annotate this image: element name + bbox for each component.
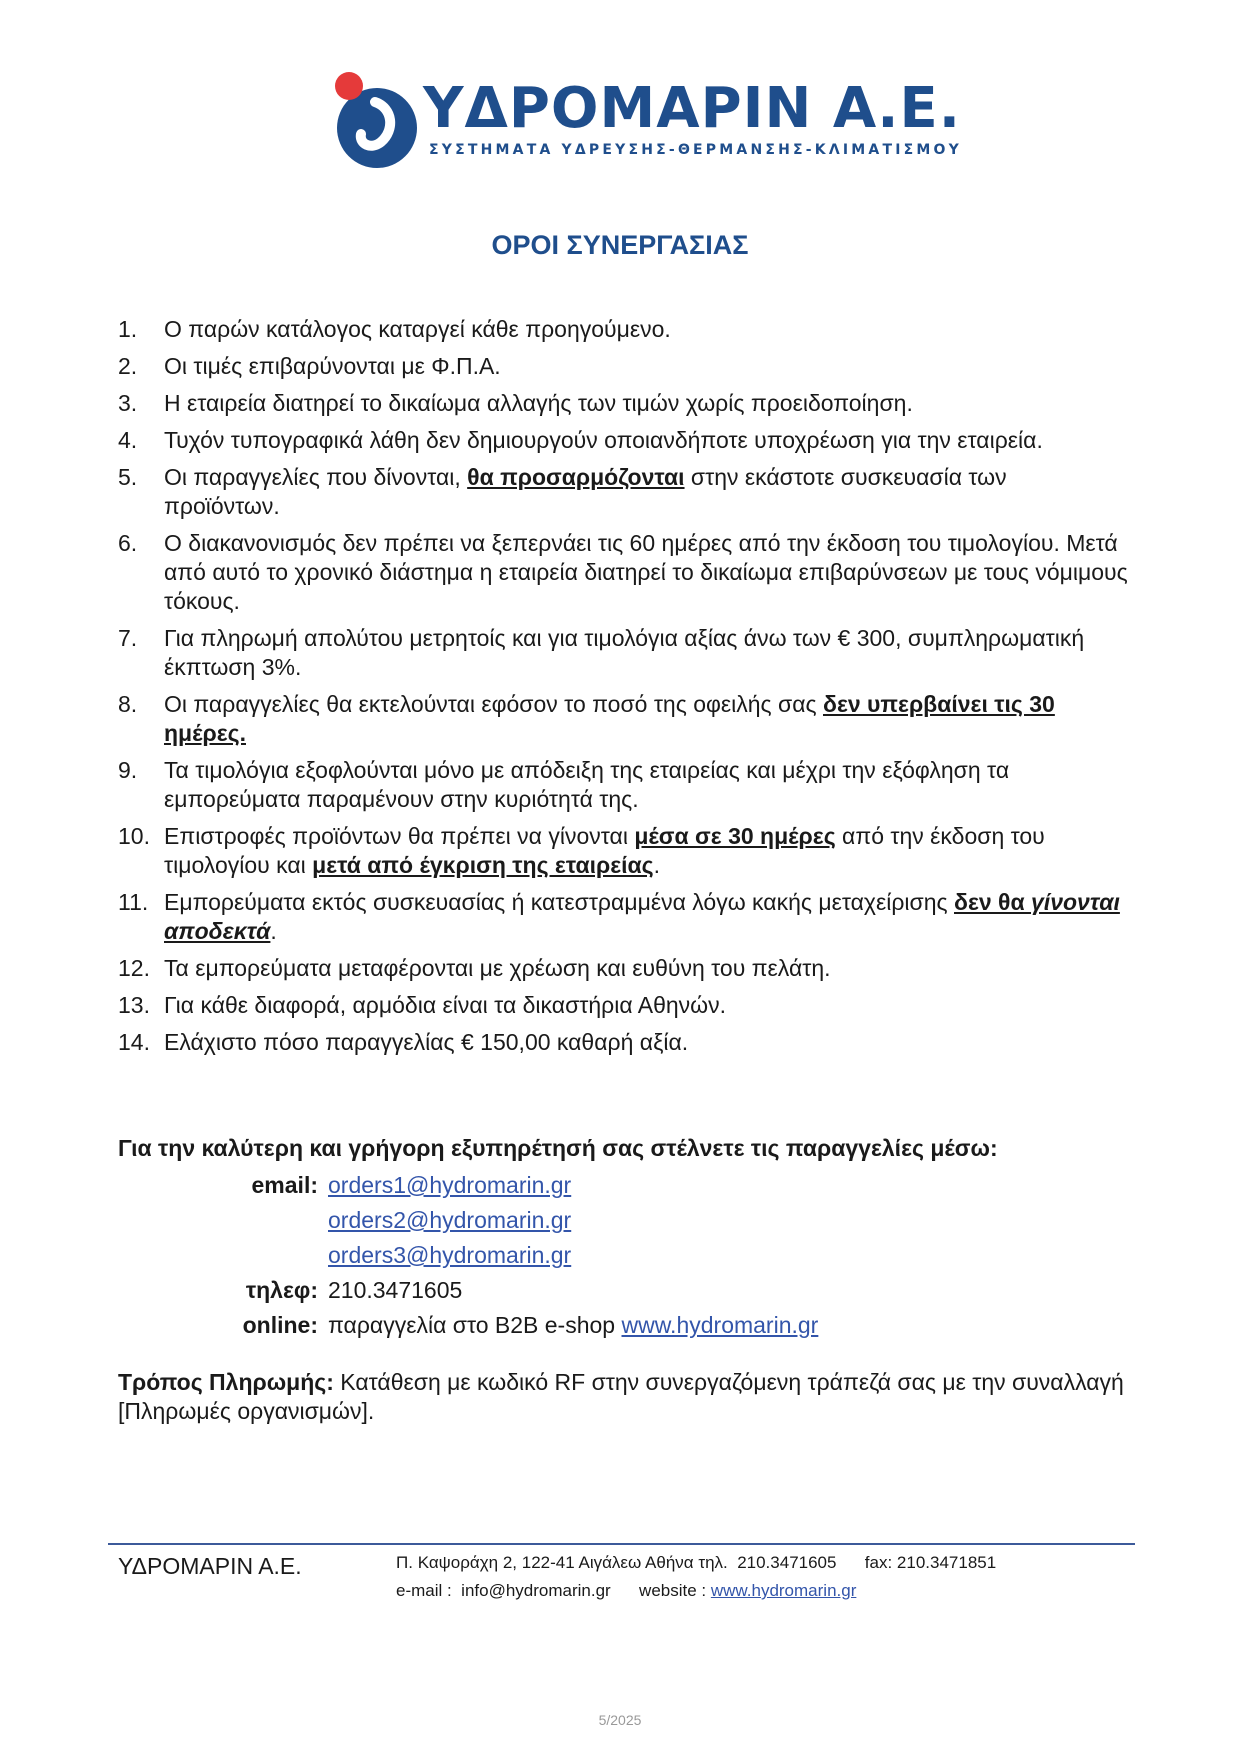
footer-contact-line (396, 1581, 856, 1601)
term-emphasis: μετά από έγκριση της εταιρείας (312, 852, 654, 878)
term-text: Οι τιμές επιβαρύνονται με Φ.Π.Α. (164, 353, 501, 379)
order-email-link[interactable]: orders2@hydromarin.gr (328, 1207, 572, 1233)
footer-divider (108, 1543, 1135, 1545)
online-label: online: (242, 1312, 318, 1338)
term-text: Οι παραγγελίες που δίνονται, (164, 464, 468, 490)
term-number: 9. (118, 757, 138, 783)
term-text: Τα τιμολόγια εξοφλούνται μόνο με απόδειξη της εταιρείας και μέχρι την εξόφληση τα εμπορεύματα παραμένουν στην κυριότητά της. (164, 757, 1010, 812)
term-text: Τα εμπορεύματα μεταφέρονται με χρέωση και ευθύνη του πελάτη. (164, 955, 831, 981)
page-title: ΟΡΟΙ ΣΥΝΕΡΓΑΣΙΑΣ (491, 230, 749, 260)
email-row (118, 1238, 1128, 1273)
term-number: 4. (118, 427, 138, 453)
term-text: . (653, 852, 661, 878)
term-number: 13. (118, 992, 150, 1018)
terms-list (118, 315, 1128, 1065)
online-row (118, 1308, 1128, 1343)
phone-number: 210.3471605 (328, 1277, 463, 1303)
term-item (118, 624, 1128, 682)
term-text: Επιστροφές προϊόντων θα πρέπει να γίνονται (164, 823, 635, 849)
term-item (118, 756, 1128, 814)
term-number: 14. (118, 1029, 150, 1055)
online-text: παραγγελία στο B2B e-shop (328, 1312, 622, 1338)
term-text: στην εκάστοτε συσκευασία των προϊόντων. (164, 464, 1007, 519)
water-drop-logo-icon (331, 72, 423, 172)
term-text: . (270, 918, 277, 944)
term-text: Ελάχιστο πόσο παραγγελίας € 150,00 καθαρή αξία. (164, 1029, 689, 1055)
term-number: 2. (118, 353, 138, 379)
company-logo (331, 72, 962, 172)
term-item (118, 529, 1128, 616)
term-item (118, 690, 1128, 748)
footer-address: Π. Καψοράχη 2, 122-41 Αιγάλεω Αθήνα τηλ. 210.3471605 fax: 210.3471851 (396, 1553, 997, 1572)
term-number: 10. (118, 823, 150, 849)
term-number: 1. (118, 316, 138, 342)
term-number: 3. (118, 390, 138, 416)
term-item (118, 315, 1128, 344)
term-text: Οι παραγγελίες θα εκτελούνται εφόσον το ποσό της οφειλής σας (164, 691, 823, 717)
term-number: 7. (118, 625, 138, 651)
payment-method (118, 1368, 1128, 1426)
term-emphasis: δεν θα (954, 889, 1032, 915)
term-text: Για πληρωμή απολύτου μετρητοίς και για τιμολόγια αξίας άνω των € 300, συμπληρωματική έκπτωση 3%. (164, 625, 1085, 680)
payment-text: Κατάθεση με κωδικό RF στην συνεργαζόμενη τράπεζά σας με την συναλλαγή [Πληρωμές οργανισμών]. (118, 1369, 1124, 1424)
term-item (118, 954, 1128, 983)
term-emphasis: γίνονται αποδεκτά (164, 889, 1120, 944)
order-email-link[interactable]: orders1@hydromarin.gr (328, 1172, 572, 1198)
payment-label: Τρόπος Πληρωμής: (118, 1369, 334, 1395)
order-contact-section (118, 1135, 1128, 1343)
term-item (118, 888, 1128, 946)
term-item (118, 389, 1128, 418)
term-number: 11. (118, 889, 149, 915)
eshop-link[interactable]: www.hydromarin.gr (621, 1312, 819, 1338)
email-row (118, 1203, 1128, 1238)
term-text: Για κάθε διαφορά, αρμόδια είναι τα δικαστήρια Αθηνών. (164, 992, 727, 1018)
term-text: Εμπορεύματα εκτός συσκευασίας ή κατεστραμμένα λόγω κακής μεταχείρισης (164, 889, 954, 915)
term-emphasis: μέσα σε 30 ημέρες (634, 823, 836, 849)
term-item (118, 991, 1128, 1020)
phone-label: τηλεφ: (245, 1277, 318, 1303)
term-text: Ο παρών κατάλογος καταργεί κάθε προηγούμενο. (164, 316, 671, 342)
term-text: Η εταιρεία διατηρεί το δικαίωμα αλλαγής των τιμών χωρίς προειδοποίηση. (164, 390, 913, 416)
term-item (118, 426, 1128, 455)
order-email-link[interactable]: orders3@hydromarin.gr (328, 1242, 572, 1268)
footer-email-text: e-mail : info@hydromarin.gr website : (396, 1581, 711, 1600)
term-item (118, 1028, 1128, 1057)
term-text: από την έκδοση του τιμολογίου και (164, 823, 1045, 878)
order-contact-heading: Για την καλύτερη και γρήγορη εξυπηρέτησή σας στέλνετε τις παραγγελίες μέσω: (118, 1135, 998, 1161)
term-item (118, 822, 1128, 880)
footer-company-name: ΥΔΡΟΜΑΡΙΝ Α.Ε. (118, 1553, 302, 1579)
email-row (118, 1168, 1128, 1203)
term-number: 12. (118, 955, 150, 981)
email-label: email: (251, 1172, 318, 1198)
page-number: 5/2025 (598, 1712, 642, 1728)
logo-tagline: ΣΥΣΤΗΜΑΤΑ ΥΔΡΕΥΣΗΣ-ΘΕΡΜΑΝΣΗΣ-ΚΛΙΜΑΤΙΣΜΟΥ (429, 142, 962, 158)
term-number: 8. (118, 691, 138, 717)
term-number: 5. (118, 464, 138, 490)
footer-website-link[interactable]: www.hydromarin.gr (710, 1581, 857, 1600)
logo-company-name: ΥΔΡΟΜΑΡΙΝ Α.Ε. (423, 76, 961, 141)
term-number: 6. (118, 530, 138, 556)
term-emphasis: θα προσαρμόζονται (467, 464, 685, 490)
term-text: Τυχόν τυπογραφικά λάθη δεν δημιουργούν οποιανδήποτε υποχρέωση για την εταιρεία. (164, 427, 1043, 453)
term-text: Ο διακανονισμός δεν πρέπει να ξεπερνάει τις 60 ημέρες από την έκδοση του τιμολογίου. Μετά από αυτό το χρονικό διάστημα η εταιρεία διατηρεί το δικαίωμα επιβαρύνσεων με τους νόμιμους τόκους. (164, 530, 1128, 614)
term-item (118, 352, 1128, 381)
phone-row (118, 1273, 1128, 1308)
term-emphasis: δεν υπερβαίνει τις 30 ημέρες. (164, 691, 1055, 746)
term-item (118, 463, 1128, 521)
